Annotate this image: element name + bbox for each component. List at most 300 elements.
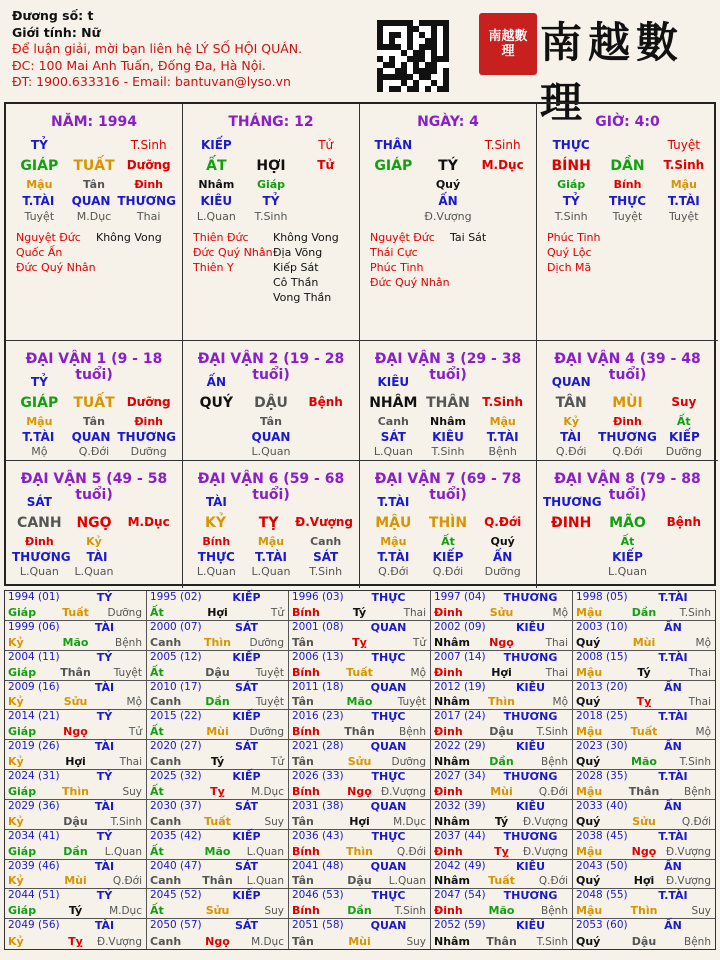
hidden-stem: Đinh — [134, 415, 163, 428]
year-state: Suy — [264, 815, 284, 828]
year-cell[interactable] — [5, 919, 147, 949]
year-cell[interactable] — [431, 860, 573, 890]
hidden-h: Giáp — [557, 178, 586, 191]
nayin: Bệnh — [666, 515, 701, 529]
year-label: 2047 (54) — [434, 889, 486, 902]
relation: Tử — [318, 138, 334, 152]
year-label: 2037 (44) — [434, 829, 486, 842]
dai-van-title: ĐẠI VẬN 8 (79 - 88 tuổi) — [554, 471, 701, 503]
heavenly-stem: GIÁP — [20, 158, 59, 174]
year-ten-god: THỰC — [371, 591, 406, 604]
year-stem: Mậu — [576, 844, 603, 858]
dai-van-title: ĐẠI VẬN 5 (49 - 58 tuổi) — [20, 471, 168, 503]
year-state: L.Quan — [246, 845, 284, 858]
year-cell[interactable] — [289, 740, 431, 770]
year-state: Bệnh — [399, 726, 426, 739]
year-label: 2007 (14) — [434, 650, 486, 663]
year-cell[interactable] — [431, 740, 573, 770]
hidden-god: T.TÀI — [22, 430, 55, 444]
year-cell[interactable] — [431, 800, 573, 830]
year-ten-god: SÁT — [234, 799, 259, 813]
hidden-state: Bệnh — [488, 445, 517, 458]
earthly-branch: THÂN — [426, 395, 470, 411]
ten-god: QUAN — [551, 375, 591, 389]
dai-van-4[interactable] — [537, 341, 718, 461]
star-item: Thái Cực — [370, 246, 418, 259]
year-cell[interactable] — [147, 889, 289, 919]
spacer — [475, 375, 530, 389]
hidden-god: KIẾP — [612, 550, 643, 564]
hidden-state — [543, 565, 599, 578]
year-branch: Ngọ — [489, 635, 514, 649]
year-label: 2052 (59) — [434, 919, 486, 932]
year-label: 2013 (20) — [576, 680, 628, 693]
year-cell[interactable] — [147, 681, 289, 711]
nayin: Suy — [671, 395, 697, 409]
year-label: 2022 (29) — [434, 740, 486, 753]
star-item: Thiên Đức — [193, 231, 249, 244]
ten-god: SÁT — [26, 495, 52, 509]
dai-van-1[interactable] — [6, 341, 183, 461]
year-stem: Ất — [150, 784, 164, 798]
year-stem: Giáp — [8, 904, 37, 918]
hidden-states — [366, 565, 530, 578]
qr-code[interactable] — [377, 20, 449, 92]
year-stem: Nhâm — [434, 755, 470, 768]
year-cell[interactable] — [147, 710, 289, 740]
year-cell[interactable] — [431, 770, 573, 800]
year-label: 2011 (18) — [292, 680, 344, 693]
year-cell[interactable] — [431, 710, 573, 740]
hidden-stem: Mậu — [380, 535, 407, 548]
year-cell[interactable] — [147, 800, 289, 830]
hidden-hs: Thai — [136, 210, 161, 223]
year-state: Thai — [119, 756, 142, 768]
year-ten-god: THƯƠNG — [503, 829, 558, 843]
year-stem: Giáp — [8, 784, 37, 798]
year-branch: Mão — [631, 755, 657, 768]
year-state: Mộ — [126, 696, 142, 709]
hidden-states — [12, 445, 176, 458]
year-stem: Đinh — [434, 725, 463, 739]
year-cell[interactable] — [147, 860, 289, 890]
hidden-god: QUAN — [71, 430, 111, 444]
hidden-state — [656, 565, 712, 578]
year-state: Mộ — [552, 606, 568, 619]
stem-branch-row — [12, 158, 176, 174]
year-cell[interactable] — [573, 740, 715, 770]
year-label: 2046 (53) — [292, 889, 344, 902]
hidden-stem: Đinh — [613, 415, 642, 428]
year-branch: Thìn — [488, 695, 515, 709]
hidden-hg: KIÊU — [200, 194, 233, 208]
phone-email: ĐT: 1900.633316 - Email: bantuvan@lyso.vn — [12, 74, 291, 89]
year-branch: Tuất — [346, 665, 373, 679]
year-ten-god: TÀI — [94, 680, 115, 694]
year-state: Tử — [270, 606, 284, 619]
hidden-state: Q.Đới — [432, 565, 464, 578]
heavenly-stem: MẬU — [375, 515, 412, 531]
year-cell[interactable] — [5, 740, 147, 770]
red-seal: 南越數理 — [479, 13, 537, 75]
year-state: Thai — [688, 696, 711, 709]
year-cell[interactable] — [573, 800, 715, 830]
year-stem: Đinh — [434, 784, 463, 798]
year-state: Dưỡng — [249, 726, 284, 739]
god-row — [12, 495, 176, 509]
year-state: Bệnh — [684, 936, 711, 948]
dai-van-7[interactable] — [360, 461, 537, 588]
year-cell[interactable] — [431, 591, 573, 621]
year-cell[interactable] — [289, 800, 431, 830]
hidden-hs: Đ.Vượng — [424, 210, 472, 223]
star-item: Quý Lộc — [547, 246, 592, 259]
year-state: Tuyệt — [255, 696, 284, 709]
hidden-stem — [298, 415, 353, 428]
year-stem: Nhâm — [434, 935, 470, 948]
year-branch: Tỵ — [210, 784, 225, 798]
hidden-hg: THƯƠNG — [117, 194, 176, 208]
year-stem: Canh — [150, 635, 182, 649]
year-cell[interactable] — [573, 860, 715, 890]
year-branch: Dậu — [347, 874, 372, 888]
year-ten-god: THỰC — [371, 770, 406, 783]
hidden-stem: Kỷ — [563, 415, 580, 428]
year-label: 2025 (32) — [150, 770, 202, 782]
year-state: L.Quan — [246, 875, 284, 888]
year-branch: Tý — [637, 665, 651, 679]
year-ten-god: SÁT — [234, 740, 259, 754]
bad-stars — [450, 230, 486, 245]
year-cell[interactable] — [147, 770, 289, 800]
year-label: 2000 (07) — [150, 620, 202, 633]
year-cell[interactable] — [5, 889, 147, 919]
heavenly-stem: GIÁP — [20, 395, 59, 411]
year-state: Thai — [545, 636, 568, 649]
hidden-hg: ẤN — [438, 194, 458, 208]
god-row — [12, 138, 176, 152]
spacer — [421, 375, 476, 389]
year-branch: Thìn — [346, 844, 373, 858]
pillar-0 — [6, 104, 183, 341]
year-stem: Kỷ — [8, 874, 24, 888]
heavenly-stem: NHÂM — [369, 395, 418, 411]
year-cell[interactable] — [289, 651, 431, 681]
star-item: Dịch Mã — [547, 261, 592, 274]
hidden-stem: Tân — [83, 415, 105, 428]
year-stem: Mậu — [576, 784, 603, 798]
spacer — [599, 138, 655, 152]
god-row — [366, 138, 530, 152]
year-stem: Ất — [150, 665, 164, 679]
year-branch: Hợi — [65, 755, 86, 768]
year-label: 2031 (38) — [292, 799, 344, 812]
hidden-stems — [189, 535, 353, 548]
year-cell[interactable] — [147, 651, 289, 681]
year-cell[interactable] — [431, 919, 573, 949]
year-cell[interactable] — [573, 919, 715, 949]
hidden-state: Dưỡng — [484, 565, 521, 578]
header-info — [12, 8, 302, 91]
spacer — [67, 138, 122, 152]
heavenly-stem: ẤT — [206, 158, 227, 174]
year-branch: Ngọ — [63, 725, 88, 739]
year-label: 2045 (52) — [150, 889, 202, 902]
year-branch: Thân — [202, 874, 233, 888]
dai-van-8[interactable] — [537, 461, 718, 588]
year-ten-god: KIÊU — [515, 919, 546, 933]
year-branch: Tỵ — [352, 635, 367, 649]
year-cell[interactable] — [573, 889, 715, 919]
earthly-branch: TỴ — [258, 515, 279, 531]
pillar-title: GIỜ: 4:0 — [595, 114, 660, 130]
nayin: T.Sinh — [663, 158, 705, 172]
year-cell[interactable] — [289, 860, 431, 890]
stem-branch-row — [189, 515, 353, 531]
year-stem: Canh — [150, 935, 182, 948]
year-cell[interactable] — [573, 621, 715, 651]
year-cell[interactable] — [289, 889, 431, 919]
year-branch: Sửu — [347, 755, 372, 768]
dai-van-6[interactable] — [183, 461, 360, 588]
heavenly-stem: GIÁP — [374, 158, 413, 174]
year-cell[interactable] — [5, 860, 147, 890]
year-cell[interactable] — [5, 621, 147, 651]
year-cell[interactable] — [147, 740, 289, 770]
year-branch: Sửu — [63, 695, 88, 709]
hidden-stem — [121, 535, 176, 548]
hidden-state: T.Sinh — [431, 445, 465, 458]
hidden-stem: Bính — [202, 535, 231, 548]
year-cell[interactable] — [5, 681, 147, 711]
year-cell[interactable] — [431, 651, 573, 681]
year-state: Đ.Vượng — [96, 936, 142, 948]
year-branch: Mùi — [348, 935, 371, 948]
year-label: 2018 (25) — [576, 710, 628, 723]
year-stem: Đinh — [434, 844, 463, 858]
year-label: 2036 (43) — [292, 829, 344, 842]
year-cell[interactable] — [289, 591, 431, 621]
year-cell[interactable] — [431, 889, 573, 919]
hidden-h: Đinh — [134, 178, 163, 191]
year-cell[interactable] — [289, 621, 431, 651]
year-ten-god: THƯƠNG — [503, 710, 558, 724]
hidden-god: SÁT — [380, 430, 406, 444]
year-label: 2009 (16) — [8, 680, 60, 693]
year-state: Bệnh — [115, 636, 142, 649]
heavenly-stem: CANH — [17, 515, 62, 531]
hidden-hs: Tuyệt — [669, 210, 699, 223]
year-cell[interactable] — [147, 830, 289, 860]
hidden-god: T.TÀI — [486, 430, 519, 444]
spacer — [602, 495, 657, 509]
year-label: 2028 (35) — [576, 770, 628, 782]
stem-branch-row — [12, 515, 176, 531]
hidden-stem: Tân — [260, 415, 282, 428]
year-cell[interactable] — [5, 770, 147, 800]
year-state: Dưỡng — [391, 756, 426, 768]
star-item: Địa Võng — [273, 246, 323, 259]
year-cell[interactable] — [573, 681, 715, 711]
year-label: 2008 (15) — [576, 650, 628, 663]
year-stem: Nhâm — [434, 695, 470, 709]
spacer — [244, 375, 299, 389]
hidden-state: T.Sinh — [309, 565, 343, 578]
year-branch: Thìn — [204, 635, 231, 649]
year-cell[interactable] — [289, 770, 431, 800]
hidden-stem: Nhâm — [430, 415, 466, 428]
year-cell[interactable] — [5, 591, 147, 621]
year-branch: Tý — [352, 605, 367, 619]
year-state: Mộ — [695, 636, 711, 649]
year-cell[interactable] — [147, 621, 289, 651]
year-state: Đ.Vượng — [665, 875, 711, 888]
year-branch: Mão — [346, 695, 373, 709]
year-cell[interactable] — [5, 800, 147, 830]
year-stem: Tân — [292, 874, 314, 888]
year-branch: Thìn — [62, 784, 89, 798]
year-ten-god: QUAN — [370, 859, 407, 873]
year-state: Đ.Vượng — [380, 785, 426, 798]
hidden-hg-row — [12, 194, 176, 208]
year-ten-god: KIẾP — [232, 889, 261, 903]
year-cell[interactable] — [431, 830, 573, 860]
year-stem: Đinh — [434, 605, 463, 619]
dai-van-title: ĐẠI VẬN 4 (39 - 48 tuổi) — [554, 351, 701, 383]
year-branch: Thân — [60, 665, 91, 679]
year-branch: Dậu — [631, 935, 657, 948]
god-row — [543, 138, 712, 152]
year-branch: Hợi — [633, 874, 655, 888]
hidden-stem: Mậu — [489, 415, 516, 428]
nayin: M.Dục — [481, 158, 524, 172]
hidden-stems — [12, 415, 176, 428]
year-ten-god: TỶ — [96, 829, 113, 843]
year-state: Mộ — [410, 666, 426, 679]
earthly-branch: NGỌ — [76, 515, 112, 531]
hidden-gods — [543, 550, 712, 564]
god-row — [189, 375, 353, 389]
hidden-god: THƯƠNG — [117, 430, 176, 444]
year-cell[interactable] — [431, 621, 573, 651]
year-cell[interactable] — [5, 830, 147, 860]
good-stars — [193, 230, 273, 275]
dai-van-2[interactable] — [183, 341, 360, 461]
year-ten-god: KIÊU — [515, 740, 546, 754]
hidden-state — [298, 445, 353, 458]
dai-van-5[interactable] — [6, 461, 183, 588]
year-ten-god: TỶ — [96, 770, 113, 783]
year-cell[interactable] — [573, 651, 715, 681]
year-ten-god: ẤN — [664, 680, 682, 694]
hidden-god: TÀI — [86, 550, 108, 564]
hidden-h: Tân — [83, 178, 105, 191]
year-cell[interactable] — [5, 710, 147, 740]
hidden-stem: Canh — [377, 415, 409, 428]
year-label: 2015 (22) — [150, 710, 202, 723]
earthly-branch: TUẤT — [73, 158, 115, 174]
hidden-state: L.Quan — [608, 565, 647, 578]
year-cell[interactable] — [289, 710, 431, 740]
year-state: Bệnh — [541, 756, 568, 768]
year-state: Bệnh — [541, 905, 568, 918]
star-item: Kiếp Sát — [273, 261, 319, 274]
hidden-god: THƯƠNG — [12, 550, 71, 564]
hidden-h — [366, 178, 421, 191]
year-stem: Tân — [292, 635, 314, 649]
year-cell[interactable] — [573, 710, 715, 740]
hidden-hs: L.Quan — [196, 210, 236, 223]
year-stem: Tân — [292, 695, 314, 709]
year-state: Tử — [412, 636, 426, 649]
god-row — [543, 375, 712, 389]
hidden-god: QUAN — [251, 430, 291, 444]
hidden-god — [298, 430, 353, 444]
year-cell[interactable] — [573, 770, 715, 800]
year-label: 2010 (17) — [150, 680, 202, 693]
year-label: 1998 (05) — [576, 591, 628, 603]
stem-branch-row — [543, 515, 712, 531]
year-label: 2035 (42) — [150, 829, 202, 842]
hidden-hg: T.TÀI — [22, 194, 55, 208]
year-cell[interactable] — [573, 830, 715, 860]
year-branch: Tý — [494, 814, 509, 828]
dai-van-title: ĐẠI VẬN 7 (69 - 78 tuổi) — [374, 471, 522, 503]
year-cell[interactable] — [147, 919, 289, 949]
year-cell[interactable] — [289, 681, 431, 711]
year-cell[interactable] — [573, 591, 715, 621]
year-cell[interactable] — [5, 651, 147, 681]
year-label: 2006 (13) — [292, 650, 344, 663]
hidden-stem — [543, 535, 599, 548]
year-stem: Đinh — [434, 665, 463, 679]
heavenly-stem: KỶ — [205, 515, 227, 531]
earthly-branch: TÝ — [438, 158, 458, 174]
dai-van-3[interactable] — [360, 341, 537, 461]
year-ten-god: TÀI — [94, 919, 115, 933]
year-state: M.Dục — [251, 785, 284, 798]
year-cell[interactable] — [289, 830, 431, 860]
year-state: Tử — [128, 726, 142, 739]
hidden-states — [543, 445, 712, 458]
year-ten-god: T.TÀI — [658, 710, 688, 724]
pillar-title: THÁNG: 12 — [228, 114, 314, 130]
hidden-god: SÁT — [313, 550, 339, 564]
year-ten-god: KIẾP — [232, 829, 261, 843]
hidden-stems — [12, 535, 176, 548]
year-branch: Mùi — [632, 635, 656, 649]
year-stem: Tân — [292, 935, 314, 948]
year-stem: Quý — [576, 755, 601, 768]
year-cell[interactable] — [431, 681, 573, 711]
hidden-god — [189, 430, 244, 444]
god-row — [543, 495, 712, 509]
year-branch: Thân — [628, 784, 660, 798]
ten-god: ẤN — [206, 375, 226, 389]
year-branch: Ngọ — [631, 844, 657, 858]
year-ten-god: ẤN — [664, 799, 682, 813]
hidden-god — [543, 550, 599, 564]
hidden-stem: Đinh — [25, 535, 54, 548]
year-label: 2040 (47) — [150, 859, 202, 872]
year-stem: Kỷ — [8, 755, 24, 768]
year-cell[interactable] — [147, 591, 289, 621]
year-ten-god: THƯƠNG — [503, 591, 558, 604]
year-branch: Dậu — [205, 665, 230, 679]
hidden-hs — [475, 210, 530, 223]
bad-stars — [273, 230, 339, 305]
year-cell[interactable] — [289, 919, 431, 949]
